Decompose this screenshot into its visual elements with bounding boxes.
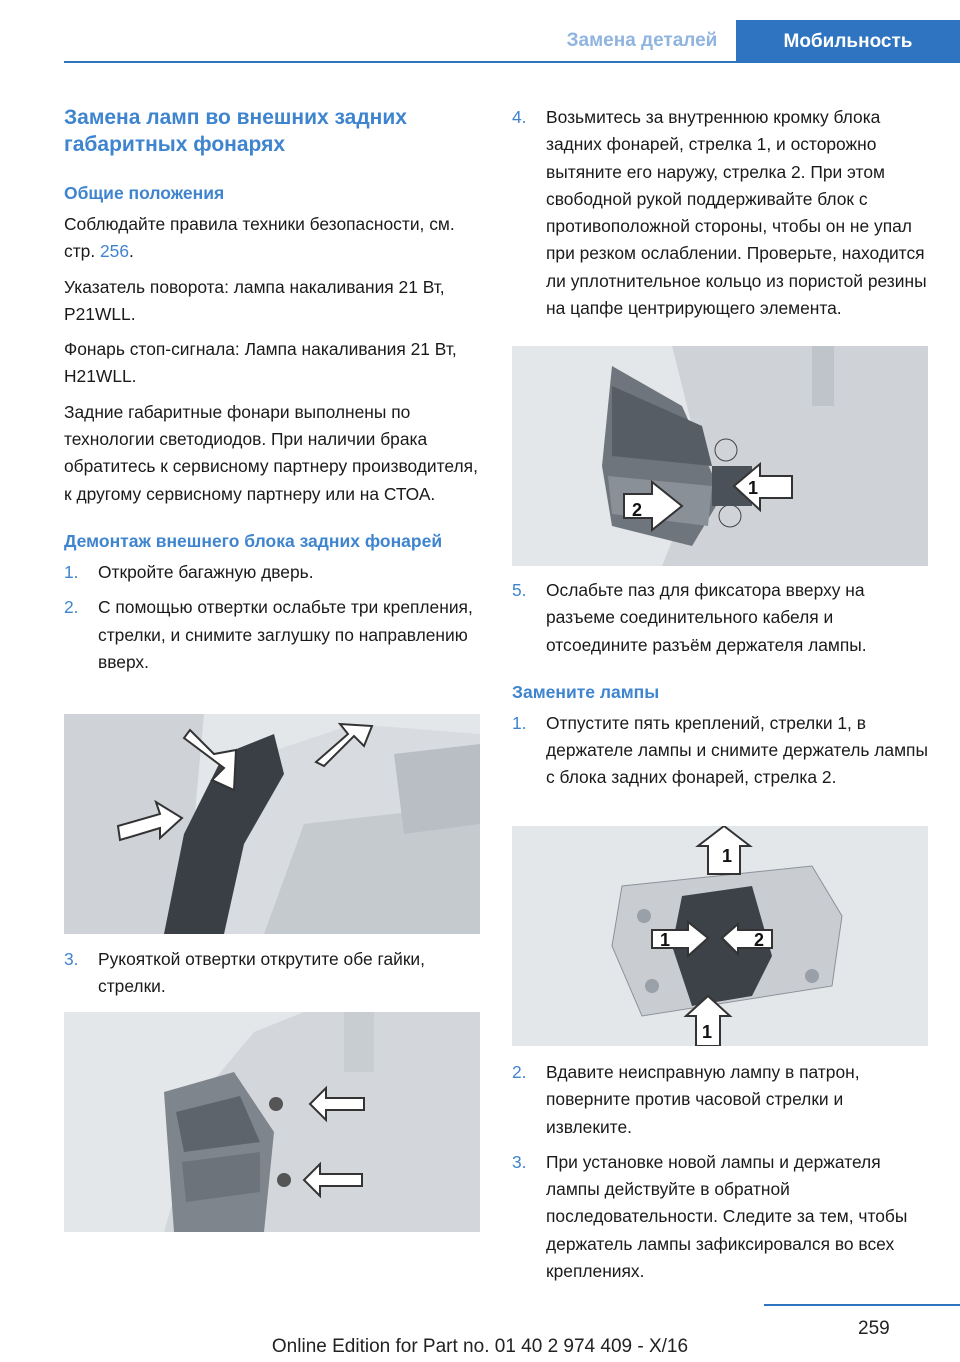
general-heading: Общие положения [64,183,225,203]
safety-page-link[interactable]: 256 [100,241,130,262]
step-number: 3. [512,1151,527,1172]
step-number: 2. [64,597,79,618]
step-item [512,710,928,792]
footer-rule [764,1304,960,1306]
step-text: При установке новой лампы и держателя лампы действуйте в обратной последовательности. Следите за тем, чтобы держатель лампы зафиксировался во всех креплениях. [546,1151,908,1282]
right-column-mid [512,577,928,792]
step-item [64,559,480,586]
header-chapter-tab[interactable]: Мобильность [736,20,960,63]
left-step3 [64,946,480,1001]
section-title: Замена ламп во внешних задних габаритных фонарях [64,106,407,156]
replace-heading: Замените лампы [512,681,660,702]
step-number: 5. [512,580,527,600]
step-item [64,594,480,676]
step-text: Ослабьте паз для фиксатора вверху на разъеме соединительного кабеля и отсоедините разъём держателя лампы. [546,580,867,655]
step-text: С помощью отвертки ослабьте три крепления, стрелки, и снимите заглушку по направлению вверх. [98,597,473,672]
header-section-tab[interactable]: Замена деталей [566,29,718,51]
right-column-bottom [512,1059,928,1285]
step-item [512,1149,928,1285]
arrow-label-right: 2 [754,930,765,950]
safety-text: Соблюдайте правила техники безопасности, см. стр. [64,214,455,262]
left-column [64,104,480,676]
step-item [512,1059,928,1141]
lamp-holder-illustration [512,826,928,1046]
brake-light-text: Фонарь стоп-сигнала: Лампа накаливания 21 Вт, H21WLL. [64,339,457,387]
arrow-label-top: 1 [722,846,733,866]
figure-lamp-holder [512,826,928,1046]
page-number: 259 [858,1318,890,1339]
safety-end: . [129,241,134,262]
header-rule [64,61,960,63]
step-item [64,946,480,1001]
nuts-illustration [64,1012,480,1232]
step-number: 1. [64,561,79,582]
step-text: Откройте багажную дверь. [98,561,314,582]
lamp-unit-illustration [512,346,928,566]
step-number: 3. [64,949,79,969]
safety-paragraph [64,211,480,266]
step-item [512,577,928,659]
turn-signal-text: Указатель поворота: лампа накаливания 21 Вт, P21WLL. [64,276,445,324]
step-number: 4. [512,107,527,127]
step-number: 1. [512,712,527,733]
step-text: Вдавите неисправную лампу в патрон, поверните против часовой стрелки и извлеките. [546,1062,860,1137]
figure-lamp-unit [512,346,928,566]
step-text: Отпустите пять креплений, стрелки 1, в держателе лампы и снимите держатель лампы с блока задних фонарей, стрелка 2. [546,712,928,788]
led-text: Задние габаритные фонари выполнены по технологии светодиодов. При наличии брака обратитесь к сервисному партнеру производителя, к другому сервисному партнеру или на СТОА. [64,401,478,504]
edition-footer: Online Edition for Part no. 01 40 2 974 409 - X/16 [271,1336,689,1357]
removal-heading: Демонтаж внешнего блока задних фонарей [64,530,443,551]
arrow-label-bottom: 1 [702,1022,713,1042]
arrow-label-1: 1 [748,478,759,498]
step-text: Возьмитесь за внутреннюю кромку блока задних фонарей, стрелка 1, и осторожно вытяните его наружу, стрелка 2. При этом свободной рукой поддерживайте блок с противоположной стороны, чтобы он не упал при резком ослаблении. Проверьте, находится ли уплотнительное кольцо из пористой резины на цапфе центрирующего элемента. [546,107,927,319]
step-text: Рукояткой отвертки открутите обе гайки, стрелки. [98,949,425,997]
figure-trunk-cover [64,714,480,934]
arrow-label-2: 2 [632,500,643,520]
arrow-label-left: 1 [660,930,671,950]
step-item [512,104,928,322]
trunk-cover-illustration [64,714,480,934]
right-column-top [512,104,928,322]
step-number: 2. [512,1062,527,1082]
figure-nuts [64,1012,480,1232]
